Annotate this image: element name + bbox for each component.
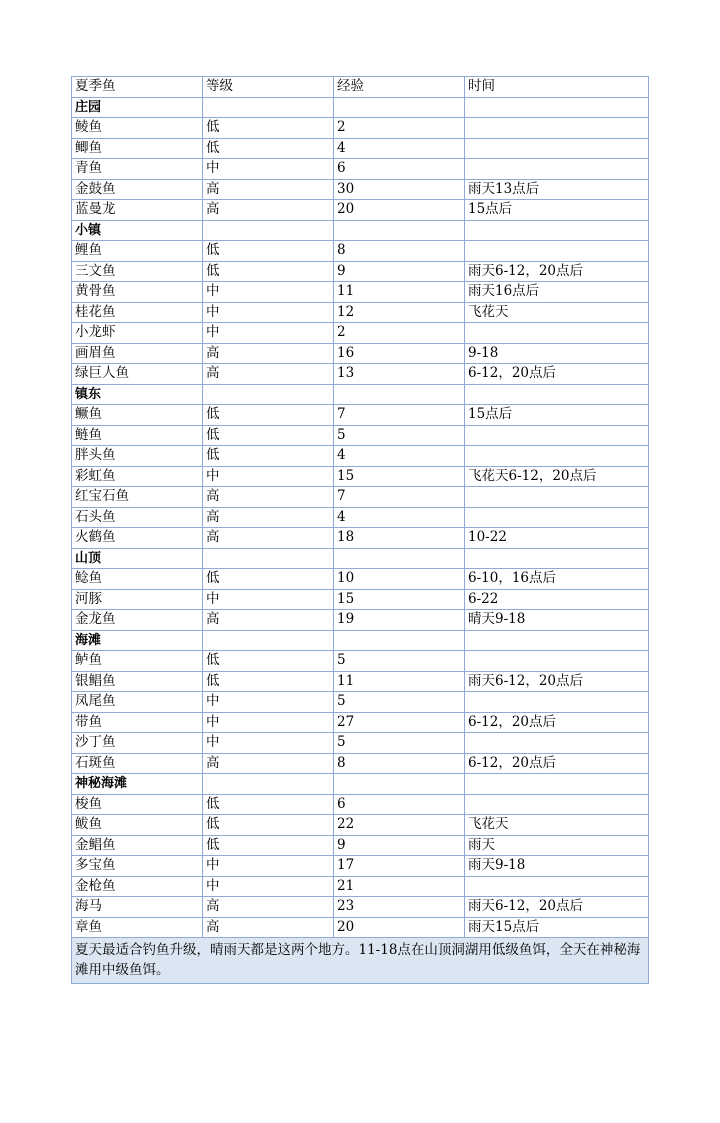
fish-row bbox=[72, 528, 649, 549]
location-row bbox=[72, 384, 649, 405]
fish-grade-cell: 中 bbox=[203, 589, 334, 610]
fish-row bbox=[72, 138, 649, 159]
fish-grade-cell: 低 bbox=[203, 241, 334, 262]
location-title: 庄园 bbox=[72, 97, 203, 118]
fish-grade-cell: 中 bbox=[203, 282, 334, 303]
fish-exp-cell: 20 bbox=[334, 917, 465, 938]
fish-exp-cell: 8 bbox=[334, 241, 465, 262]
fish-row bbox=[72, 917, 649, 938]
fish-name-cell: 小龙虾 bbox=[72, 323, 203, 344]
fish-name-cell: 彩虹鱼 bbox=[72, 466, 203, 487]
fish-name-cell: 胖头鱼 bbox=[72, 446, 203, 467]
fish-grade-cell: 中 bbox=[203, 159, 334, 180]
fish-row bbox=[72, 364, 649, 385]
empty-cell bbox=[203, 774, 334, 795]
fish-time-cell: 飞花天 bbox=[465, 302, 649, 323]
location-title: 小镇 bbox=[72, 220, 203, 241]
fish-exp-cell: 11 bbox=[334, 671, 465, 692]
fish-time-cell: 晴天9-18 bbox=[465, 610, 649, 631]
fish-name-cell: 蓝曼龙 bbox=[72, 200, 203, 221]
fish-row bbox=[72, 466, 649, 487]
fish-row bbox=[72, 835, 649, 856]
fish-time-cell bbox=[465, 425, 649, 446]
fish-time-cell bbox=[465, 692, 649, 713]
fish-time-cell bbox=[465, 138, 649, 159]
fish-name-cell: 鲫鱼 bbox=[72, 138, 203, 159]
fish-time-cell bbox=[465, 794, 649, 815]
fish-name-cell: 鲅鱼 bbox=[72, 815, 203, 836]
fish-name-cell: 凤尾鱼 bbox=[72, 692, 203, 713]
fish-name-cell: 沙丁鱼 bbox=[72, 733, 203, 754]
fish-name-cell: 海马 bbox=[72, 897, 203, 918]
fish-time-cell: 雨天6-12，20点后 bbox=[465, 897, 649, 918]
fish-grade-cell: 低 bbox=[203, 794, 334, 815]
fish-name-cell: 绿巨人鱼 bbox=[72, 364, 203, 385]
fish-time-cell: 6-10，16点后 bbox=[465, 569, 649, 590]
fish-row bbox=[72, 589, 649, 610]
fish-name-cell: 三文鱼 bbox=[72, 261, 203, 282]
fish-name-cell: 红宝石鱼 bbox=[72, 487, 203, 508]
empty-cell bbox=[465, 774, 649, 795]
fish-time-cell: 15点后 bbox=[465, 200, 649, 221]
fish-exp-cell: 4 bbox=[334, 138, 465, 159]
fish-name-cell: 金龙鱼 bbox=[72, 610, 203, 631]
fish-exp-cell: 10 bbox=[334, 569, 465, 590]
fish-row bbox=[72, 261, 649, 282]
fish-time-cell: 6-12，20点后 bbox=[465, 753, 649, 774]
header-grade: 等级 bbox=[203, 77, 334, 98]
fish-grade-cell: 中 bbox=[203, 692, 334, 713]
fish-row bbox=[72, 323, 649, 344]
fish-exp-cell: 23 bbox=[334, 897, 465, 918]
empty-cell bbox=[334, 384, 465, 405]
fish-time-cell: 6-22 bbox=[465, 589, 649, 610]
header-exp: 经验 bbox=[334, 77, 465, 98]
fish-grade-cell: 低 bbox=[203, 425, 334, 446]
fish-row bbox=[72, 753, 649, 774]
fish-grade-cell: 高 bbox=[203, 528, 334, 549]
fish-time-cell bbox=[465, 118, 649, 139]
fish-name-cell: 鲢鱼 bbox=[72, 425, 203, 446]
fish-name-cell: 章鱼 bbox=[72, 917, 203, 938]
fish-name-cell: 鲮鱼 bbox=[72, 118, 203, 139]
empty-cell bbox=[203, 548, 334, 569]
fish-row bbox=[72, 179, 649, 200]
fish-time-cell bbox=[465, 241, 649, 262]
fish-exp-cell: 12 bbox=[334, 302, 465, 323]
empty-cell bbox=[334, 774, 465, 795]
header-name: 夏季鱼 bbox=[72, 77, 203, 98]
fish-exp-cell: 6 bbox=[334, 794, 465, 815]
summer-tip-note: 夏天最适合钓鱼升级，晴雨天都是这两个地方。11-18点在山顶洞湖用低级鱼饵，全天在神秘海滩用中级鱼饵。 bbox=[71, 938, 649, 984]
fish-grade-cell: 中 bbox=[203, 302, 334, 323]
fish-grade-cell: 低 bbox=[203, 118, 334, 139]
fish-exp-cell: 8 bbox=[334, 753, 465, 774]
fish-exp-cell: 13 bbox=[334, 364, 465, 385]
fish-time-cell: 6-12，20点后 bbox=[465, 364, 649, 385]
fish-exp-cell: 16 bbox=[334, 343, 465, 364]
fish-grade-cell: 高 bbox=[203, 753, 334, 774]
fish-name-cell: 鳜鱼 bbox=[72, 405, 203, 426]
location-title: 山顶 bbox=[72, 548, 203, 569]
fish-row bbox=[72, 118, 649, 139]
fish-exp-cell: 19 bbox=[334, 610, 465, 631]
fish-name-cell: 金鲳鱼 bbox=[72, 835, 203, 856]
fish-time-cell: 6-12，20点后 bbox=[465, 712, 649, 733]
fish-row bbox=[72, 815, 649, 836]
fish-row bbox=[72, 425, 649, 446]
fish-row bbox=[72, 241, 649, 262]
fish-grade-cell: 低 bbox=[203, 446, 334, 467]
fish-grade-cell: 中 bbox=[203, 856, 334, 877]
fish-time-cell: 雨天16点后 bbox=[465, 282, 649, 303]
fish-time-cell bbox=[465, 323, 649, 344]
fish-exp-cell: 2 bbox=[334, 323, 465, 344]
empty-cell bbox=[334, 220, 465, 241]
fish-exp-cell: 11 bbox=[334, 282, 465, 303]
fish-grade-cell: 高 bbox=[203, 200, 334, 221]
fish-grade-cell: 中 bbox=[203, 876, 334, 897]
fish-grade-cell: 中 bbox=[203, 323, 334, 344]
location-title: 海滩 bbox=[72, 630, 203, 651]
fish-row bbox=[72, 302, 649, 323]
fish-grade-cell: 中 bbox=[203, 712, 334, 733]
fish-row bbox=[72, 651, 649, 672]
fish-time-cell bbox=[465, 159, 649, 180]
fish-time-cell: 飞花天6-12，20点后 bbox=[465, 466, 649, 487]
fish-exp-cell: 30 bbox=[334, 179, 465, 200]
fish-exp-cell: 17 bbox=[334, 856, 465, 877]
fish-grade-cell: 高 bbox=[203, 507, 334, 528]
empty-cell bbox=[465, 220, 649, 241]
empty-cell bbox=[334, 97, 465, 118]
fish-time-cell: 雨天 bbox=[465, 835, 649, 856]
fish-time-cell: 10-22 bbox=[465, 528, 649, 549]
fish-row bbox=[72, 856, 649, 877]
fish-row bbox=[72, 159, 649, 180]
fish-name-cell: 画眉鱼 bbox=[72, 343, 203, 364]
fish-exp-cell: 15 bbox=[334, 589, 465, 610]
fish-row bbox=[72, 487, 649, 508]
fish-name-cell: 金枪鱼 bbox=[72, 876, 203, 897]
fish-time-cell: 雨天6-12，20点后 bbox=[465, 671, 649, 692]
location-row bbox=[72, 220, 649, 241]
fish-grade-cell: 高 bbox=[203, 487, 334, 508]
fish-row bbox=[72, 200, 649, 221]
fish-exp-cell: 27 bbox=[334, 712, 465, 733]
fish-time-cell bbox=[465, 446, 649, 467]
fish-grade-cell: 高 bbox=[203, 610, 334, 631]
location-row bbox=[72, 774, 649, 795]
fish-exp-cell: 5 bbox=[334, 651, 465, 672]
fish-name-cell: 带鱼 bbox=[72, 712, 203, 733]
fish-exp-cell: 5 bbox=[334, 733, 465, 754]
location-row bbox=[72, 630, 649, 651]
fish-grade-cell: 高 bbox=[203, 897, 334, 918]
fish-grade-cell: 低 bbox=[203, 651, 334, 672]
fish-name-cell: 多宝鱼 bbox=[72, 856, 203, 877]
location-title: 神秘海滩 bbox=[72, 774, 203, 795]
page bbox=[71, 76, 649, 984]
fish-exp-cell: 5 bbox=[334, 692, 465, 713]
fish-grade-cell: 低 bbox=[203, 815, 334, 836]
fish-exp-cell: 9 bbox=[334, 835, 465, 856]
fish-row bbox=[72, 671, 649, 692]
fish-name-cell: 银鲳鱼 bbox=[72, 671, 203, 692]
header-row bbox=[72, 77, 649, 98]
fish-exp-cell: 5 bbox=[334, 425, 465, 446]
fish-name-cell: 火鹤鱼 bbox=[72, 528, 203, 549]
fish-row bbox=[72, 897, 649, 918]
fish-row bbox=[72, 507, 649, 528]
fish-row bbox=[72, 569, 649, 590]
fish-grade-cell: 低 bbox=[203, 138, 334, 159]
fish-row bbox=[72, 733, 649, 754]
fish-time-cell bbox=[465, 651, 649, 672]
location-title: 镇东 bbox=[72, 384, 203, 405]
fish-time-cell: 雨天6-12，20点后 bbox=[465, 261, 649, 282]
fish-grade-cell: 低 bbox=[203, 835, 334, 856]
fish-exp-cell: 4 bbox=[334, 507, 465, 528]
fish-exp-cell: 15 bbox=[334, 466, 465, 487]
fish-row bbox=[72, 692, 649, 713]
fish-exp-cell: 18 bbox=[334, 528, 465, 549]
fish-time-cell: 9-18 bbox=[465, 343, 649, 364]
fish-name-cell: 鲈鱼 bbox=[72, 651, 203, 672]
empty-cell bbox=[465, 548, 649, 569]
fish-row bbox=[72, 712, 649, 733]
fish-name-cell: 青鱼 bbox=[72, 159, 203, 180]
fish-name-cell: 石头鱼 bbox=[72, 507, 203, 528]
fish-grade-cell: 高 bbox=[203, 179, 334, 200]
fish-grade-cell: 低 bbox=[203, 261, 334, 282]
empty-cell bbox=[203, 630, 334, 651]
summer-fish-table bbox=[71, 76, 649, 938]
empty-cell bbox=[203, 220, 334, 241]
fish-row bbox=[72, 610, 649, 631]
fish-exp-cell: 9 bbox=[334, 261, 465, 282]
fish-time-cell bbox=[465, 876, 649, 897]
fish-exp-cell: 7 bbox=[334, 487, 465, 508]
header-time: 时间 bbox=[465, 77, 649, 98]
empty-cell bbox=[334, 630, 465, 651]
fish-time-cell: 雨天13点后 bbox=[465, 179, 649, 200]
fish-grade-cell: 中 bbox=[203, 733, 334, 754]
fish-exp-cell: 2 bbox=[334, 118, 465, 139]
fish-time-cell bbox=[465, 487, 649, 508]
fish-time-cell bbox=[465, 507, 649, 528]
empty-cell bbox=[465, 630, 649, 651]
fish-name-cell: 河豚 bbox=[72, 589, 203, 610]
fish-time-cell: 雨天9-18 bbox=[465, 856, 649, 877]
fish-time-cell: 雨天15点后 bbox=[465, 917, 649, 938]
fish-grade-cell: 中 bbox=[203, 466, 334, 487]
fish-time-cell bbox=[465, 733, 649, 754]
fish-exp-cell: 20 bbox=[334, 200, 465, 221]
fish-name-cell: 石斑鱼 bbox=[72, 753, 203, 774]
fish-row bbox=[72, 446, 649, 467]
location-row bbox=[72, 97, 649, 118]
fish-grade-cell: 高 bbox=[203, 917, 334, 938]
empty-cell bbox=[203, 97, 334, 118]
fish-name-cell: 鲶鱼 bbox=[72, 569, 203, 590]
empty-cell bbox=[334, 548, 465, 569]
fish-name-cell: 黄骨鱼 bbox=[72, 282, 203, 303]
fish-row bbox=[72, 405, 649, 426]
fish-row bbox=[72, 876, 649, 897]
empty-cell bbox=[465, 384, 649, 405]
fish-grade-cell: 低 bbox=[203, 671, 334, 692]
fish-row bbox=[72, 343, 649, 364]
fish-grade-cell: 高 bbox=[203, 364, 334, 385]
fish-time-cell: 15点后 bbox=[465, 405, 649, 426]
fish-name-cell: 金鼓鱼 bbox=[72, 179, 203, 200]
fish-exp-cell: 4 bbox=[334, 446, 465, 467]
fish-exp-cell: 21 bbox=[334, 876, 465, 897]
empty-cell bbox=[203, 384, 334, 405]
fish-time-cell: 飞花天 bbox=[465, 815, 649, 836]
fish-grade-cell: 低 bbox=[203, 569, 334, 590]
fish-row bbox=[72, 794, 649, 815]
fish-name-cell: 桂花鱼 bbox=[72, 302, 203, 323]
fish-exp-cell: 22 bbox=[334, 815, 465, 836]
fish-grade-cell: 低 bbox=[203, 405, 334, 426]
location-row bbox=[72, 548, 649, 569]
fish-exp-cell: 6 bbox=[334, 159, 465, 180]
fish-name-cell: 梭鱼 bbox=[72, 794, 203, 815]
fish-name-cell: 鲤鱼 bbox=[72, 241, 203, 262]
fish-exp-cell: 7 bbox=[334, 405, 465, 426]
empty-cell bbox=[465, 97, 649, 118]
fish-row bbox=[72, 282, 649, 303]
fish-grade-cell: 高 bbox=[203, 343, 334, 364]
